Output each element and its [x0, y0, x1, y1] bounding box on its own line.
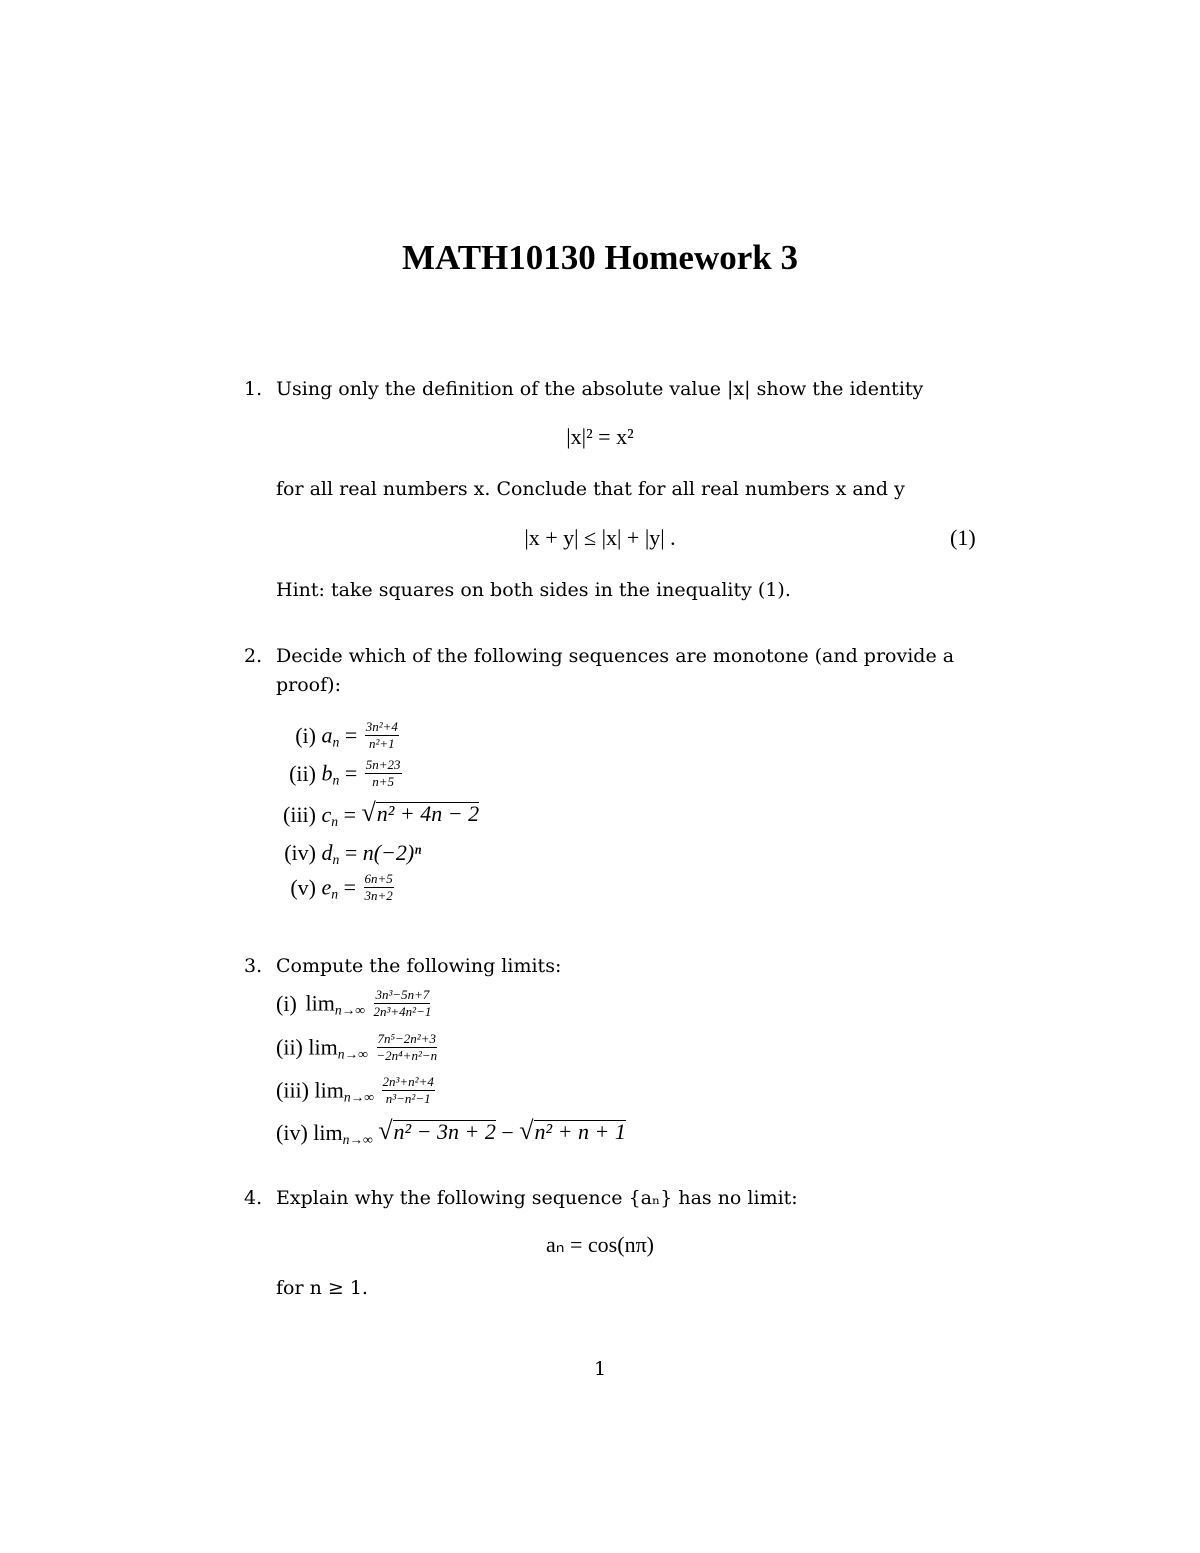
- q1-equation-label: (1): [950, 525, 976, 550]
- fraction: $\frac{5n+23}{n+5}$: [365, 757, 401, 789]
- item-label: (iii): [276, 1077, 309, 1103]
- q2-text-line1: Decide which of the following sequences are monotone (and provide a: [276, 645, 955, 667]
- q4-text-line1: Explain why the following sequence {aₙ} has no limit:: [276, 1187, 798, 1209]
- square-root: √ n² − 3n + 2: [378, 1116, 496, 1145]
- q2-item-ii: (ii) $b_n$ = $\frac{5n+23}{n+5}$: [276, 760, 404, 791]
- q1-text-line2: for all real numbers x. Conclude that for all real numbers x and y: [276, 478, 905, 500]
- q2-item-iv: (iv) $d_n = n(-2)^n$: [276, 840, 421, 866]
- item-label: (iv): [276, 1120, 308, 1145]
- item-label: (v): [290, 874, 316, 900]
- q4-number: 4.: [244, 1187, 263, 1209]
- lim-operator: lim: [305, 990, 335, 1016]
- q1-inequality: |x + y| ≤ |x| + |y| .: [524, 525, 676, 550]
- item-label: (iii): [283, 802, 316, 827]
- q1-hint: Hint: take squares on both sides in the inequality (1).: [276, 579, 791, 601]
- q2-number: 2.: [244, 645, 263, 667]
- q3-item-ii: (ii) $\lim_{n\to\infty}$ $\frac{\text{7n⁵−2n²+3}}{\text{−2n⁴+n²−n}}$: [276, 1031, 438, 1063]
- q2-text-line2: proof):: [276, 674, 341, 696]
- fraction: $\frac{\text{3n³−5n+7}}{\text{2n³+4n²−1}}$: [373, 987, 432, 1019]
- q3-number: 3.: [244, 955, 263, 977]
- q1-identity: |x|² = x²: [566, 424, 634, 449]
- lim-operator: lim: [308, 1034, 338, 1060]
- q3-item-i: (i) $\lim_{n\to\infty}$ $\frac{\text{3n³−5n+7}}{\text{2n³+4n²−1}}$: [276, 987, 432, 1019]
- q3-text-line1: Compute the following limits:: [276, 955, 562, 977]
- document-title: MATH10130 Homework 3: [402, 238, 798, 277]
- page-number: 1: [593, 1358, 607, 1380]
- fraction: $\frac{\text{2n³+n²+4}}{\text{n³−n²−1}}$: [382, 1074, 434, 1106]
- q3-item-iv: (iv) $\lim_{n\to\infty}$ √ n² − 3n + 2 − √ n² + n + 1: [276, 1116, 626, 1148]
- square-root: √ n² + 4n − 2: [361, 798, 480, 827]
- q2-item-v: (v) $e_n$ = $\frac{6n+5}{3n+2}$: [276, 874, 396, 905]
- q3-item-iii: (iii) $\lim_{n\to\infty}$ $\frac{\text{2n³+n²+4}}{\text{n³−n²−1}}$: [276, 1074, 434, 1106]
- square-root: √ n² + n + 1: [519, 1116, 626, 1145]
- item-label: (i): [295, 722, 316, 748]
- fraction: $\frac{\text{3n²+4}}{\text{n²+1}}$: [365, 719, 398, 751]
- fraction: $\frac{6n+5}{3n+2}$: [364, 871, 393, 903]
- item-label: (ii): [276, 1034, 303, 1060]
- q1-text-line1: Using only the definition of the absolute value |x| show the identity: [276, 378, 924, 400]
- q2-item-i: (i) $a_n$ = $\frac{\text{3n²+4}}{\text{n²+1}}$: [276, 722, 401, 753]
- lim-operator: lim: [314, 1077, 344, 1103]
- item-label: (iv): [284, 840, 316, 865]
- q2-item-iii: (iii) $c_n$ = √ n² + 4n − 2: [276, 802, 479, 828]
- fraction: $\frac{\text{7n⁵−2n²+3}}{\text{−2n⁴+n²−n}}$: [376, 1031, 438, 1063]
- item-label: (i): [276, 990, 297, 1016]
- lim-operator: lim: [313, 1120, 343, 1145]
- q1-number: 1.: [244, 378, 263, 400]
- q4-text-line2: for n ≥ 1.: [276, 1277, 368, 1299]
- q4-equation: aₙ = cos(nπ): [545, 1232, 655, 1257]
- item-label: (ii): [289, 760, 316, 786]
